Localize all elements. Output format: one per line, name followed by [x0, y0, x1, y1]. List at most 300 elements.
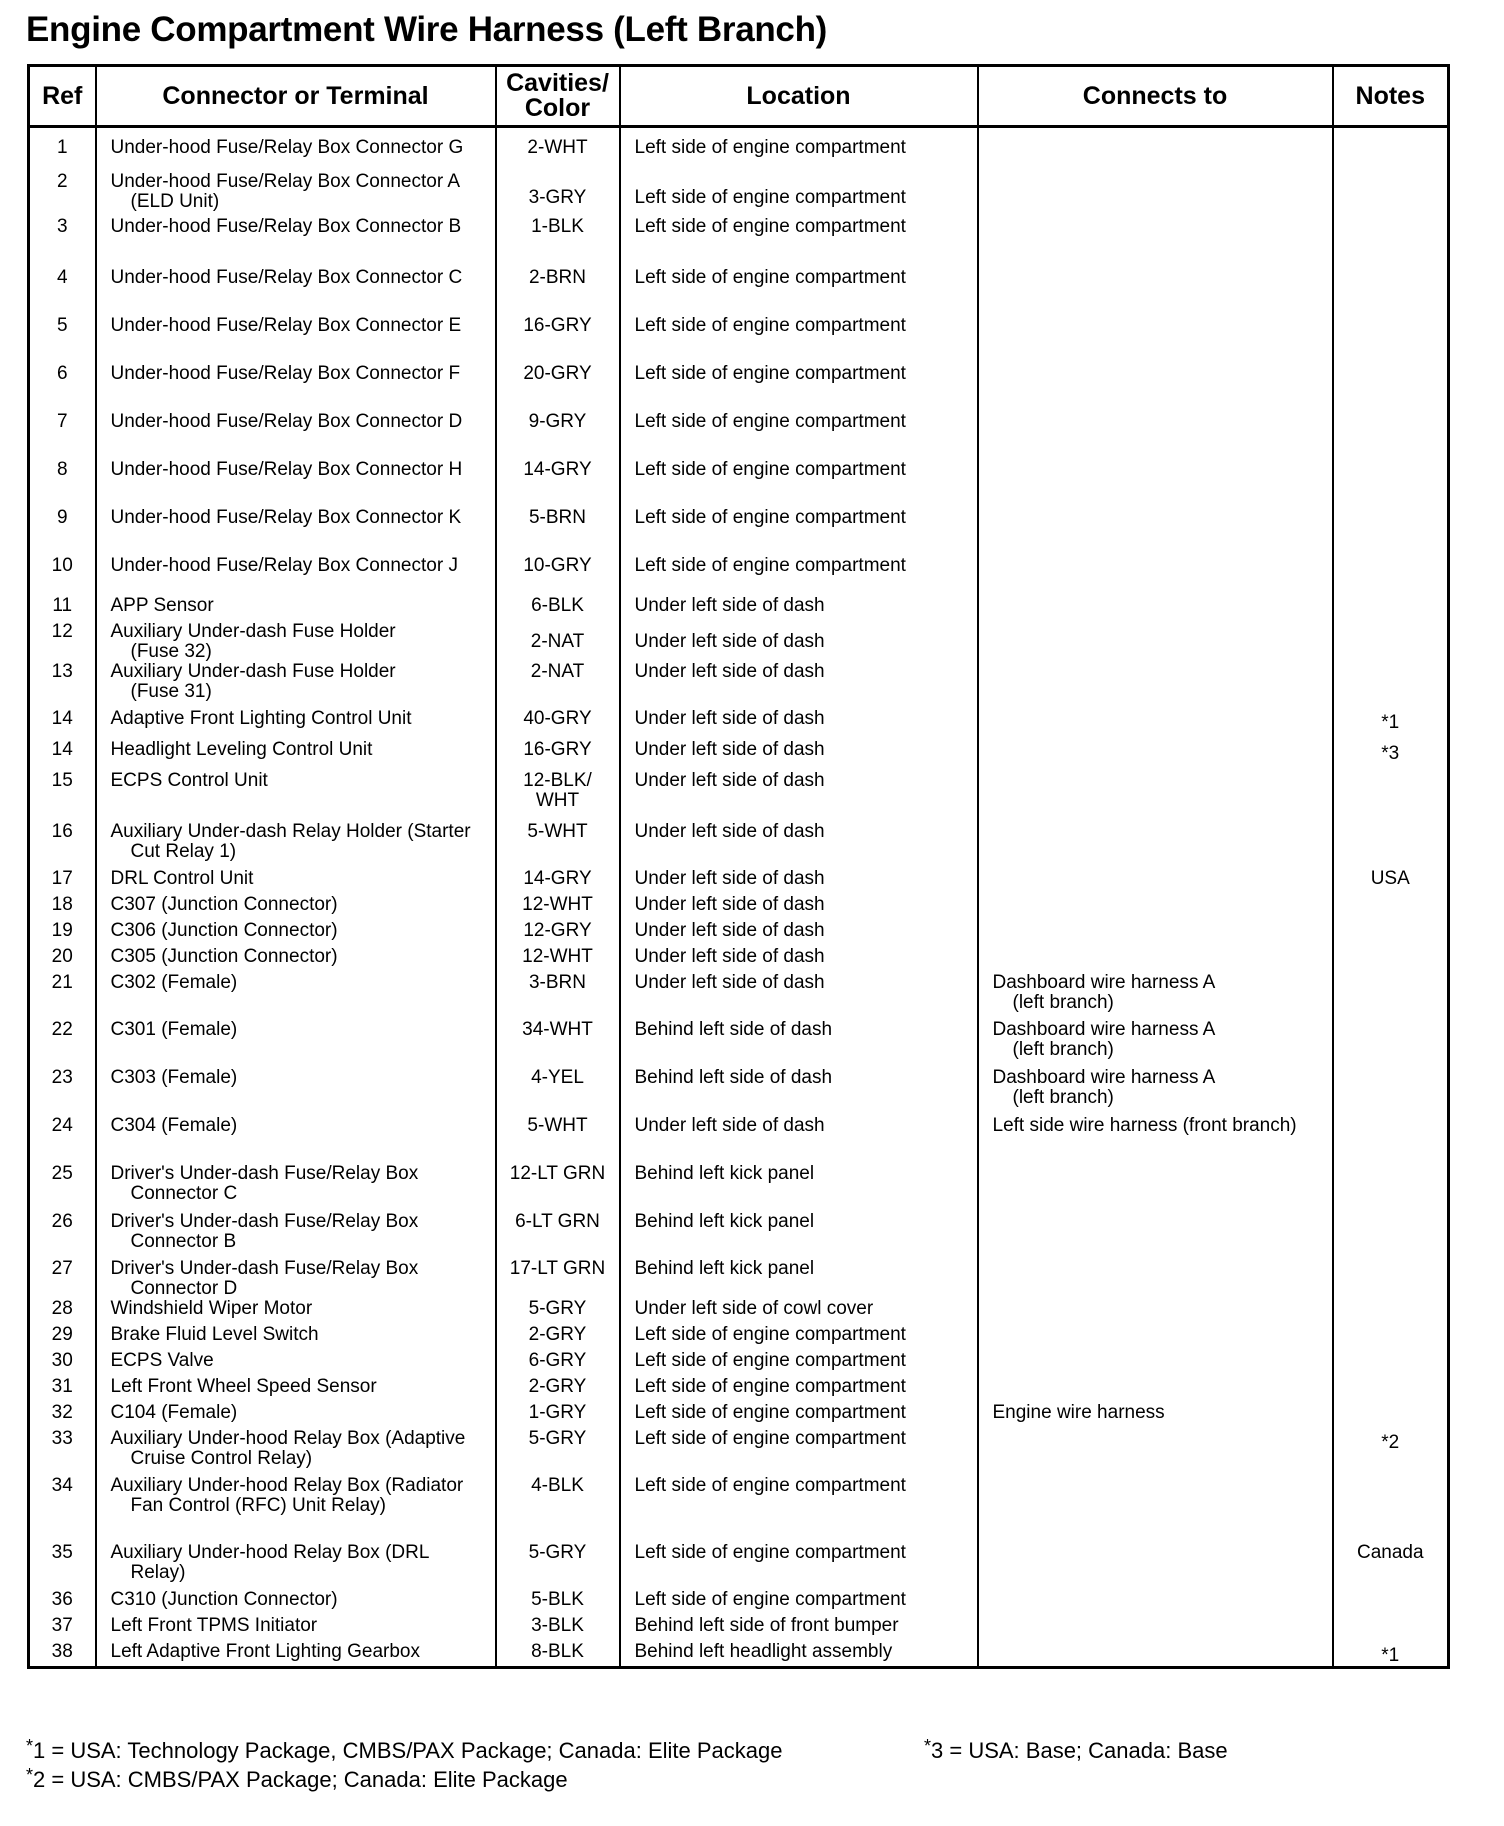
- location-cell: [620, 404, 978, 452]
- cavities-value: WHT: [535, 789, 580, 811]
- cavities-cell: [496, 1351, 620, 1377]
- ref-value: 21: [51, 971, 73, 993]
- ref-cell: [29, 260, 96, 308]
- cell-content: [111, 709, 487, 729]
- cavities-cell: [496, 1616, 620, 1642]
- footnote-3-mark: *: [924, 1736, 932, 1756]
- cell-content: [497, 138, 619, 158]
- connects-to-cell: [978, 127, 1333, 172]
- notes-cell: [1333, 127, 1449, 172]
- cell-content: [497, 596, 619, 616]
- cell-content: [1334, 548, 1448, 556]
- cell-content: [497, 217, 619, 237]
- cell-content: [497, 947, 619, 967]
- connector-text: Under-hood Fuse/Relay Box Connector F: [110, 362, 461, 384]
- ref-value: 34: [51, 1474, 73, 1496]
- cell-content: [111, 356, 487, 384]
- connector-text: Fan Control (RFC) Unit Relay): [130, 1494, 386, 1516]
- notes-cell: [1333, 1351, 1449, 1377]
- ref-cell: [29, 1259, 96, 1299]
- table-row: [29, 1164, 1449, 1212]
- ref-value: 4: [56, 266, 68, 288]
- connects-to-cell: [978, 1325, 1333, 1351]
- ref-cell: [29, 127, 96, 172]
- connector-text: Windshield Wiper Motor: [110, 1297, 313, 1319]
- ref-value: 8: [56, 458, 68, 480]
- connects-to-cell: [978, 662, 1333, 709]
- cavities-cell: [496, 127, 620, 172]
- location-text: Left side of engine compartment: [634, 1427, 906, 1449]
- cavities-value: 9-GRY: [528, 410, 587, 432]
- cell-content: [635, 1429, 971, 1449]
- cell-content: [111, 1476, 487, 1516]
- connector-cell: [96, 947, 496, 973]
- cell-content: [30, 921, 95, 941]
- location-text: Under left side of dash: [634, 630, 825, 652]
- location-text: Under left side of dash: [634, 893, 825, 915]
- cavities-cell: [496, 622, 620, 662]
- location-text: Behind left side of dash: [634, 1018, 833, 1040]
- cell-content: [30, 1616, 95, 1636]
- cell-content: [1334, 404, 1448, 412]
- connector-cell: [96, 1299, 496, 1325]
- notes-cell: [1333, 548, 1449, 596]
- connector-text: C306 (Junction Connector): [110, 919, 338, 941]
- table-row: [29, 1429, 1449, 1476]
- cell-content: [993, 973, 1326, 1013]
- cell-content: [30, 356, 95, 384]
- cell-content: [111, 921, 487, 941]
- connects-to-cell: [978, 172, 1333, 217]
- ref-cell: [29, 1543, 96, 1590]
- cell-content: [635, 973, 971, 993]
- location-text: Left side of engine compartment: [634, 458, 906, 480]
- cavities-cell: [496, 404, 620, 452]
- connector-text: C301 (Female): [110, 1018, 238, 1040]
- cavities-cell: [496, 895, 620, 921]
- ref-cell: [29, 822, 96, 869]
- location-text: Behind left headlight assembly: [634, 1640, 893, 1662]
- cell-content: [635, 1020, 971, 1040]
- cell-content: [993, 404, 1326, 412]
- table-row: [29, 1377, 1449, 1403]
- location-text: Under left side of dash: [634, 707, 825, 729]
- cell-content: [111, 1259, 487, 1299]
- ref-cell: [29, 1068, 96, 1116]
- cell-content: [30, 1429, 95, 1449]
- ref-value: 24: [51, 1114, 73, 1136]
- cavities-value: 12-WHT: [522, 945, 593, 967]
- cell-content: [30, 771, 95, 791]
- cell-content: [993, 452, 1326, 460]
- cavities-value: 14-GRY: [523, 458, 592, 480]
- cell-content: [111, 1068, 487, 1088]
- connector-cell: [96, 596, 496, 622]
- cell-content: [635, 1476, 971, 1496]
- cavities-value: 5-GRY: [528, 1297, 587, 1319]
- cell-content: [497, 548, 619, 576]
- cell-content: [635, 1377, 971, 1397]
- connects-to-cell: [978, 1642, 1333, 1668]
- connector-text: C304 (Female): [110, 1114, 238, 1136]
- cell-content: [30, 217, 95, 237]
- cell-content: [111, 138, 487, 158]
- cell-content: [635, 822, 971, 842]
- location-text: Under left side of dash: [634, 919, 825, 941]
- table-row: [29, 973, 1449, 1020]
- cell-content: [30, 709, 95, 729]
- table-row: [29, 1642, 1449, 1668]
- cell-content: [30, 869, 95, 889]
- location-cell: [620, 1377, 978, 1403]
- connector-text: Driver's Under-dash Fuse/Relay Box: [110, 1257, 419, 1279]
- cavities-value: 12-GRY: [523, 919, 592, 941]
- cell-content: [111, 1642, 487, 1662]
- header-ref: Ref: [29, 66, 96, 127]
- cell-content: [30, 138, 95, 158]
- cell-content: [497, 1259, 619, 1279]
- connector-text: Adaptive Front Lighting Control Unit: [110, 707, 412, 729]
- location-text: Under left side of dash: [634, 820, 825, 842]
- notes-cell: [1333, 921, 1449, 947]
- location-cell: [620, 1590, 978, 1616]
- header-connector: Connector or Terminal: [96, 66, 496, 127]
- ref-cell: [29, 895, 96, 921]
- notes-cell: [1333, 308, 1449, 356]
- table-row: [29, 740, 1449, 771]
- connector-text: C303 (Female): [110, 1066, 238, 1088]
- notes-cell: [1333, 771, 1449, 822]
- table-body: [29, 127, 1449, 1668]
- connects-to-cell: [978, 622, 1333, 662]
- cavities-value: 5-BLK: [531, 1588, 584, 1610]
- table-row: [29, 260, 1449, 308]
- notes-cell: [1333, 662, 1449, 709]
- ref-value: 26: [51, 1210, 73, 1232]
- connector-text: Driver's Under-dash Fuse/Relay Box: [110, 1210, 419, 1232]
- connects-to-text: Left side wire harness (front branch): [992, 1114, 1297, 1136]
- ref-cell: [29, 172, 96, 217]
- ref-value: 14: [51, 707, 73, 729]
- cell-content: [1334, 308, 1448, 316]
- connects-to-cell: [978, 1299, 1333, 1325]
- cavities-value: 8-BLK: [531, 1640, 584, 1662]
- cavities-value: 2-GRY: [528, 1375, 587, 1397]
- cell-content: [111, 308, 487, 336]
- connector-text: Cut Relay 1): [130, 840, 237, 862]
- notes-cell: [1333, 1642, 1449, 1668]
- table-row: [29, 921, 1449, 947]
- cavities-value: 4-BLK: [531, 1474, 584, 1496]
- cell-content: [993, 1116, 1326, 1136]
- location-cell: [620, 1068, 978, 1116]
- notes-cell: [1333, 869, 1449, 895]
- cell-content: [30, 740, 95, 760]
- footnote-2-text: 2 = USA: CMBS/PAX Package; Canada: Elite Package: [33, 1767, 568, 1792]
- ref-value: 1: [56, 137, 68, 158]
- ref-value: 11: [52, 594, 73, 616]
- cell-content: [635, 921, 971, 941]
- cell-content: [635, 1299, 971, 1319]
- table-row: [29, 662, 1449, 709]
- cell-content: [1334, 1543, 1448, 1563]
- connects-to-cell: [978, 356, 1333, 404]
- ref-cell: [29, 1403, 96, 1429]
- header-location: Location: [620, 66, 978, 127]
- location-cell: [620, 1259, 978, 1299]
- location-text: Left side of engine compartment: [634, 362, 906, 384]
- cell-content: [30, 172, 95, 192]
- ref-value: 33: [51, 1427, 73, 1449]
- cavities-value: 1-BLK: [531, 215, 584, 237]
- table-row: [29, 947, 1449, 973]
- connects-to-cell: [978, 921, 1333, 947]
- location-text: Left side of engine compartment: [634, 314, 906, 336]
- location-text: Under left side of dash: [634, 867, 825, 889]
- ref-value: 17: [51, 867, 73, 889]
- page-title: Engine Compartment Wire Harness (Left Branch): [26, 10, 828, 49]
- cavities-cell: [496, 1259, 620, 1299]
- cell-content: [1334, 709, 1448, 733]
- connector-text: Under-hood Fuse/Relay Box Connector E: [110, 314, 462, 336]
- location-text: Left side of engine compartment: [634, 1375, 906, 1397]
- cell-content: [30, 1020, 95, 1040]
- location-text: Left side of engine compartment: [634, 554, 906, 576]
- note-value: Canada: [1356, 1541, 1424, 1563]
- cavities-value: 6-BLK: [531, 594, 584, 616]
- cavities-cell: [496, 1212, 620, 1259]
- connects-to-text: Dashboard wire harness A: [992, 971, 1216, 993]
- location-cell: [620, 740, 978, 771]
- cavities-cell: [496, 596, 620, 622]
- connector-cell: [96, 662, 496, 709]
- cavities-value: 40-GRY: [523, 707, 592, 729]
- connector-cell: [96, 622, 496, 662]
- notes-cell: [1333, 172, 1449, 217]
- cavities-value: 1-GRY: [528, 1401, 587, 1423]
- cell-content: [497, 356, 619, 384]
- cell-content: [635, 1116, 971, 1136]
- cell-content: [111, 822, 487, 862]
- connector-cell: [96, 1403, 496, 1429]
- connector-text: (ELD Unit): [130, 190, 220, 212]
- location-text: Under left side of dash: [634, 769, 825, 791]
- connector-text: Relay): [130, 1561, 186, 1583]
- cell-content: [497, 172, 619, 208]
- cell-content: [30, 947, 95, 967]
- notes-cell: [1333, 596, 1449, 622]
- cavities-value: 5-GRY: [528, 1541, 587, 1563]
- ref-cell: [29, 947, 96, 973]
- location-cell: [620, 1325, 978, 1351]
- location-cell: [620, 500, 978, 548]
- table-row: [29, 1403, 1449, 1429]
- ref-cell: [29, 709, 96, 740]
- location-cell: [620, 622, 978, 662]
- connector-cell: [96, 1164, 496, 1212]
- cavities-cell: [496, 172, 620, 217]
- cell-content: [497, 500, 619, 528]
- connects-to-cell: [978, 895, 1333, 921]
- cell-content: [111, 869, 487, 889]
- connector-text: Under-hood Fuse/Relay Box Connector A: [110, 170, 461, 192]
- footnote-1-mark: *: [26, 1736, 34, 1756]
- header-cavities-line2: Color: [524, 94, 591, 122]
- notes-cell: [1333, 822, 1449, 869]
- connects-to-cell: [978, 1429, 1333, 1476]
- cavities-value: 6-GRY: [528, 1349, 587, 1371]
- cell-content: [635, 1068, 971, 1088]
- cell-content: [111, 1616, 487, 1636]
- connector-cell: [96, 217, 496, 260]
- cell-content: [111, 1164, 487, 1204]
- footnote-2: [26, 1765, 568, 1796]
- location-cell: [620, 452, 978, 500]
- ref-cell: [29, 217, 96, 260]
- footnote-2-mark: *: [26, 1765, 34, 1785]
- connector-text: C305 (Junction Connector): [110, 945, 338, 967]
- table-row: [29, 1616, 1449, 1642]
- footnote-3: [924, 1736, 1228, 1767]
- cell-content: [30, 1377, 95, 1397]
- header-notes: Notes: [1333, 66, 1449, 127]
- harness-table: [27, 64, 1450, 1669]
- location-cell: [620, 172, 978, 217]
- location-cell: [620, 662, 978, 709]
- footnote-3-text: 3 = USA: Base; Canada: Base: [931, 1738, 1228, 1763]
- cavities-value: 12-LT GRN: [509, 1162, 606, 1184]
- connector-text: Auxiliary Under-dash Fuse Holder: [110, 660, 396, 682]
- connector-cell: [96, 172, 496, 217]
- location-cell: [620, 1642, 978, 1668]
- location-text: Under left side of dash: [634, 1114, 825, 1136]
- cell-content: [993, 1068, 1326, 1108]
- connects-to-text: (left branch): [1012, 991, 1114, 1013]
- table-row: [29, 1325, 1449, 1351]
- cell-content: [497, 822, 619, 842]
- cell-content: [111, 1590, 487, 1610]
- notes-cell: [1333, 1259, 1449, 1299]
- cell-content: [111, 217, 487, 237]
- cell-content: [635, 404, 971, 432]
- cell-content: [111, 1377, 487, 1397]
- notes-cell: [1333, 1212, 1449, 1259]
- connector-text: Under-hood Fuse/Relay Box Connector K: [110, 506, 462, 528]
- cavities-cell: [496, 1543, 620, 1590]
- cell-content: [30, 1403, 95, 1423]
- cell-content: [30, 662, 95, 682]
- connects-to-cell: [978, 1212, 1333, 1259]
- location-cell: [620, 822, 978, 869]
- table-row: [29, 822, 1449, 869]
- cell-content: [1334, 1642, 1448, 1666]
- cell-content: [30, 1164, 95, 1184]
- ref-value: 5: [56, 314, 68, 336]
- notes-cell: [1333, 1616, 1449, 1642]
- cavities-value: 5-WHT: [527, 1114, 588, 1136]
- cell-content: [111, 596, 487, 616]
- connector-text: Connector D: [130, 1277, 238, 1299]
- location-cell: [620, 973, 978, 1020]
- connector-cell: [96, 771, 496, 822]
- connects-to-text: Dashboard wire harness A: [992, 1018, 1216, 1040]
- cell-content: [111, 1116, 487, 1136]
- location-text: Under left side of cowl cover: [634, 1297, 874, 1319]
- cell-content: [111, 1020, 487, 1040]
- connector-cell: [96, 1590, 496, 1616]
- notes-cell: [1333, 622, 1449, 662]
- cavities-cell: [496, 1068, 620, 1116]
- cell-content: [497, 662, 619, 682]
- cell-content: [497, 1616, 619, 1636]
- connector-text: Left Adaptive Front Lighting Gearbox: [110, 1640, 420, 1662]
- location-text: Left side of engine compartment: [634, 1541, 906, 1563]
- footnote-1: [26, 1736, 782, 1767]
- location-text: Behind left side of front bumper: [634, 1614, 899, 1636]
- cell-content: [993, 356, 1326, 364]
- cell-content: [635, 596, 971, 616]
- header-connects-to: Connects to: [978, 66, 1333, 127]
- notes-cell: [1333, 1299, 1449, 1325]
- cell-content: [635, 1590, 971, 1610]
- cell-content: [111, 973, 487, 993]
- connector-text: Under-hood Fuse/Relay Box Connector D: [110, 410, 463, 432]
- location-cell: [620, 1616, 978, 1642]
- cell-content: [497, 1543, 619, 1563]
- ref-cell: [29, 1377, 96, 1403]
- header-cavities-line1: Cavities/: [506, 69, 609, 97]
- cell-content: [635, 500, 971, 528]
- table-row: [29, 622, 1449, 662]
- cell-content: [635, 1642, 971, 1662]
- cell-content: [30, 973, 95, 993]
- ref-value: 31: [51, 1375, 73, 1397]
- ref-cell: [29, 662, 96, 709]
- connects-to-cell: [978, 1068, 1333, 1116]
- cell-content: [497, 1377, 619, 1397]
- ref-value: 20: [51, 945, 73, 967]
- cavities-value: 5-GRY: [528, 1427, 587, 1449]
- location-cell: [620, 869, 978, 895]
- location-text: Behind left side of dash: [634, 1066, 833, 1088]
- table-row: [29, 869, 1449, 895]
- connector-text: Headlight Leveling Control Unit: [110, 738, 373, 760]
- cell-content: [635, 548, 971, 576]
- location-text: Left side of engine compartment: [634, 1349, 906, 1371]
- cavities-value: 2-BRN: [528, 266, 586, 288]
- cell-content: [635, 356, 971, 384]
- connects-to-cell: [978, 771, 1333, 822]
- location-cell: [620, 895, 978, 921]
- cavities-cell: [496, 260, 620, 308]
- location-cell: [620, 127, 978, 172]
- connects-to-cell: [978, 822, 1333, 869]
- connector-text: APP Sensor: [110, 594, 214, 616]
- connector-text: ECPS Control Unit: [110, 769, 268, 791]
- ref-value: 12: [51, 620, 73, 642]
- connects-to-cell: [978, 1020, 1333, 1068]
- ref-cell: [29, 1325, 96, 1351]
- ref-cell: [29, 1476, 96, 1543]
- connector-cell: [96, 740, 496, 771]
- cavities-value: 12-BLK/: [523, 769, 592, 791]
- ref-cell: [29, 1299, 96, 1325]
- connector-text: C302 (Female): [110, 971, 238, 993]
- cell-content: [111, 1299, 487, 1319]
- location-text: Left side of engine compartment: [634, 1323, 906, 1345]
- ref-value: 36: [51, 1588, 73, 1610]
- location-cell: [620, 1351, 978, 1377]
